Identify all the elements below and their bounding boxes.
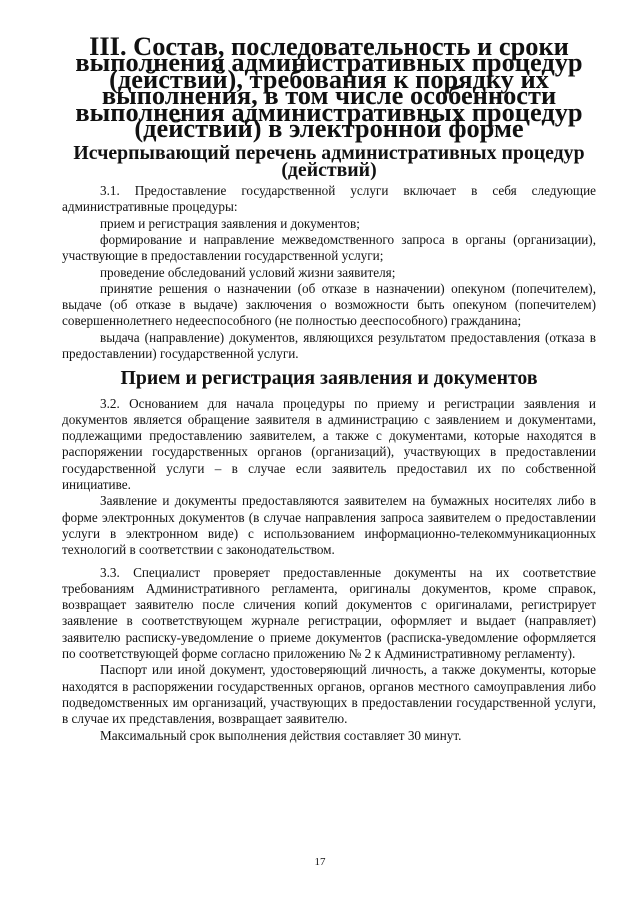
paragraph-submission-forms: Заявление и документы предоставляются заявителем на бумажных носителях либо в форме электронных документов (в случае направления запроса заявителем о предоставлении услуги в электронном виде) с использованием информационно-телекоммуникационных технологий в соответствии с законодательством.: [62, 493, 596, 558]
paragraph-max-duration: Максимальный срок выполнения действия составляет 30 минут.: [100, 727, 462, 743]
subsection-heading-reception: Прием и регистрация заявления и документов: [120, 367, 538, 390]
list-item-issuance: выдача (направление) документов, являющихся результатом предоставления (отказа в предоставлении) государственной услуги.: [62, 329, 596, 361]
document-page: [62, 31, 596, 744]
paragraph-passport-return: Паспорт или иной документ, удостоверяющий личность, а также документы, которые находятся в распоряжении государственных органов, органов местного самоуправления либо подведомственных им организаций, участвующих в предоставлении государственной услуги, в случае их представления, возвращает заявителю.: [62, 662, 596, 727]
list-item-decision: принятие решения о назначении (об отказе в назначении) опекуном (попечителем), выдаче (об отказе в выдаче) заключения о возможности быть опекуном (попечителем) совершеннолетнего недееспособного (не полностью дееспособного) гражданина;: [62, 280, 596, 329]
paragraph-3-1: 3.1. Предоставление государственной услуги включает в себя следующие административные процедуры:: [62, 183, 596, 215]
list-item-reception: прием и регистрация заявления и документов;: [100, 215, 360, 231]
list-item-living-conditions-survey: проведение обследований условий жизни заявителя;: [100, 264, 396, 280]
paragraph-3-3: 3.3. Специалист проверяет предоставленные документы на их соответствие требованиям Административного регламента, оригиналы документов, кроме справок, возвращает заявителю после сличения копий документов с оригиналами, регистрирует заявление в соответствующем журнале регистрации, оформляет и выдает (направляет) заявителю расписку-уведомление о приеме документов (расписка-уведомление оформляется по соответствующей форме согласно приложению № 2 к Административному регламенту).: [62, 564, 596, 662]
page-number: 17: [314, 856, 326, 868]
subsection-heading-procedures-list: Исчерпывающий перечень административных процедур (действий): [73, 142, 585, 181]
paragraph-3-2: 3.2. Основанием для начала процедуры по приему и регистрации заявления и документов является обращение заявителя в администрацию с заявлением и документами, подлежащими предоставлению заявителем, а также с документами, которые находятся в распоряжении государственных органов (организаций), участвующих в предоставлении государственной услуги – в случае если заявитель предоставил их по собственной инициативе.: [62, 395, 596, 493]
list-item-interagency-request: формирование и направление межведомственного запроса в органы (организации), участвующие в предоставлении государственной услуги;: [62, 231, 596, 264]
section-title: III. Состав, последовательность и сроки выполнения административных процедур (действий), требования к порядку их выполнения, в том числе особенности выполнения административных процедур (действий) в электронной форме: [75, 31, 583, 144]
